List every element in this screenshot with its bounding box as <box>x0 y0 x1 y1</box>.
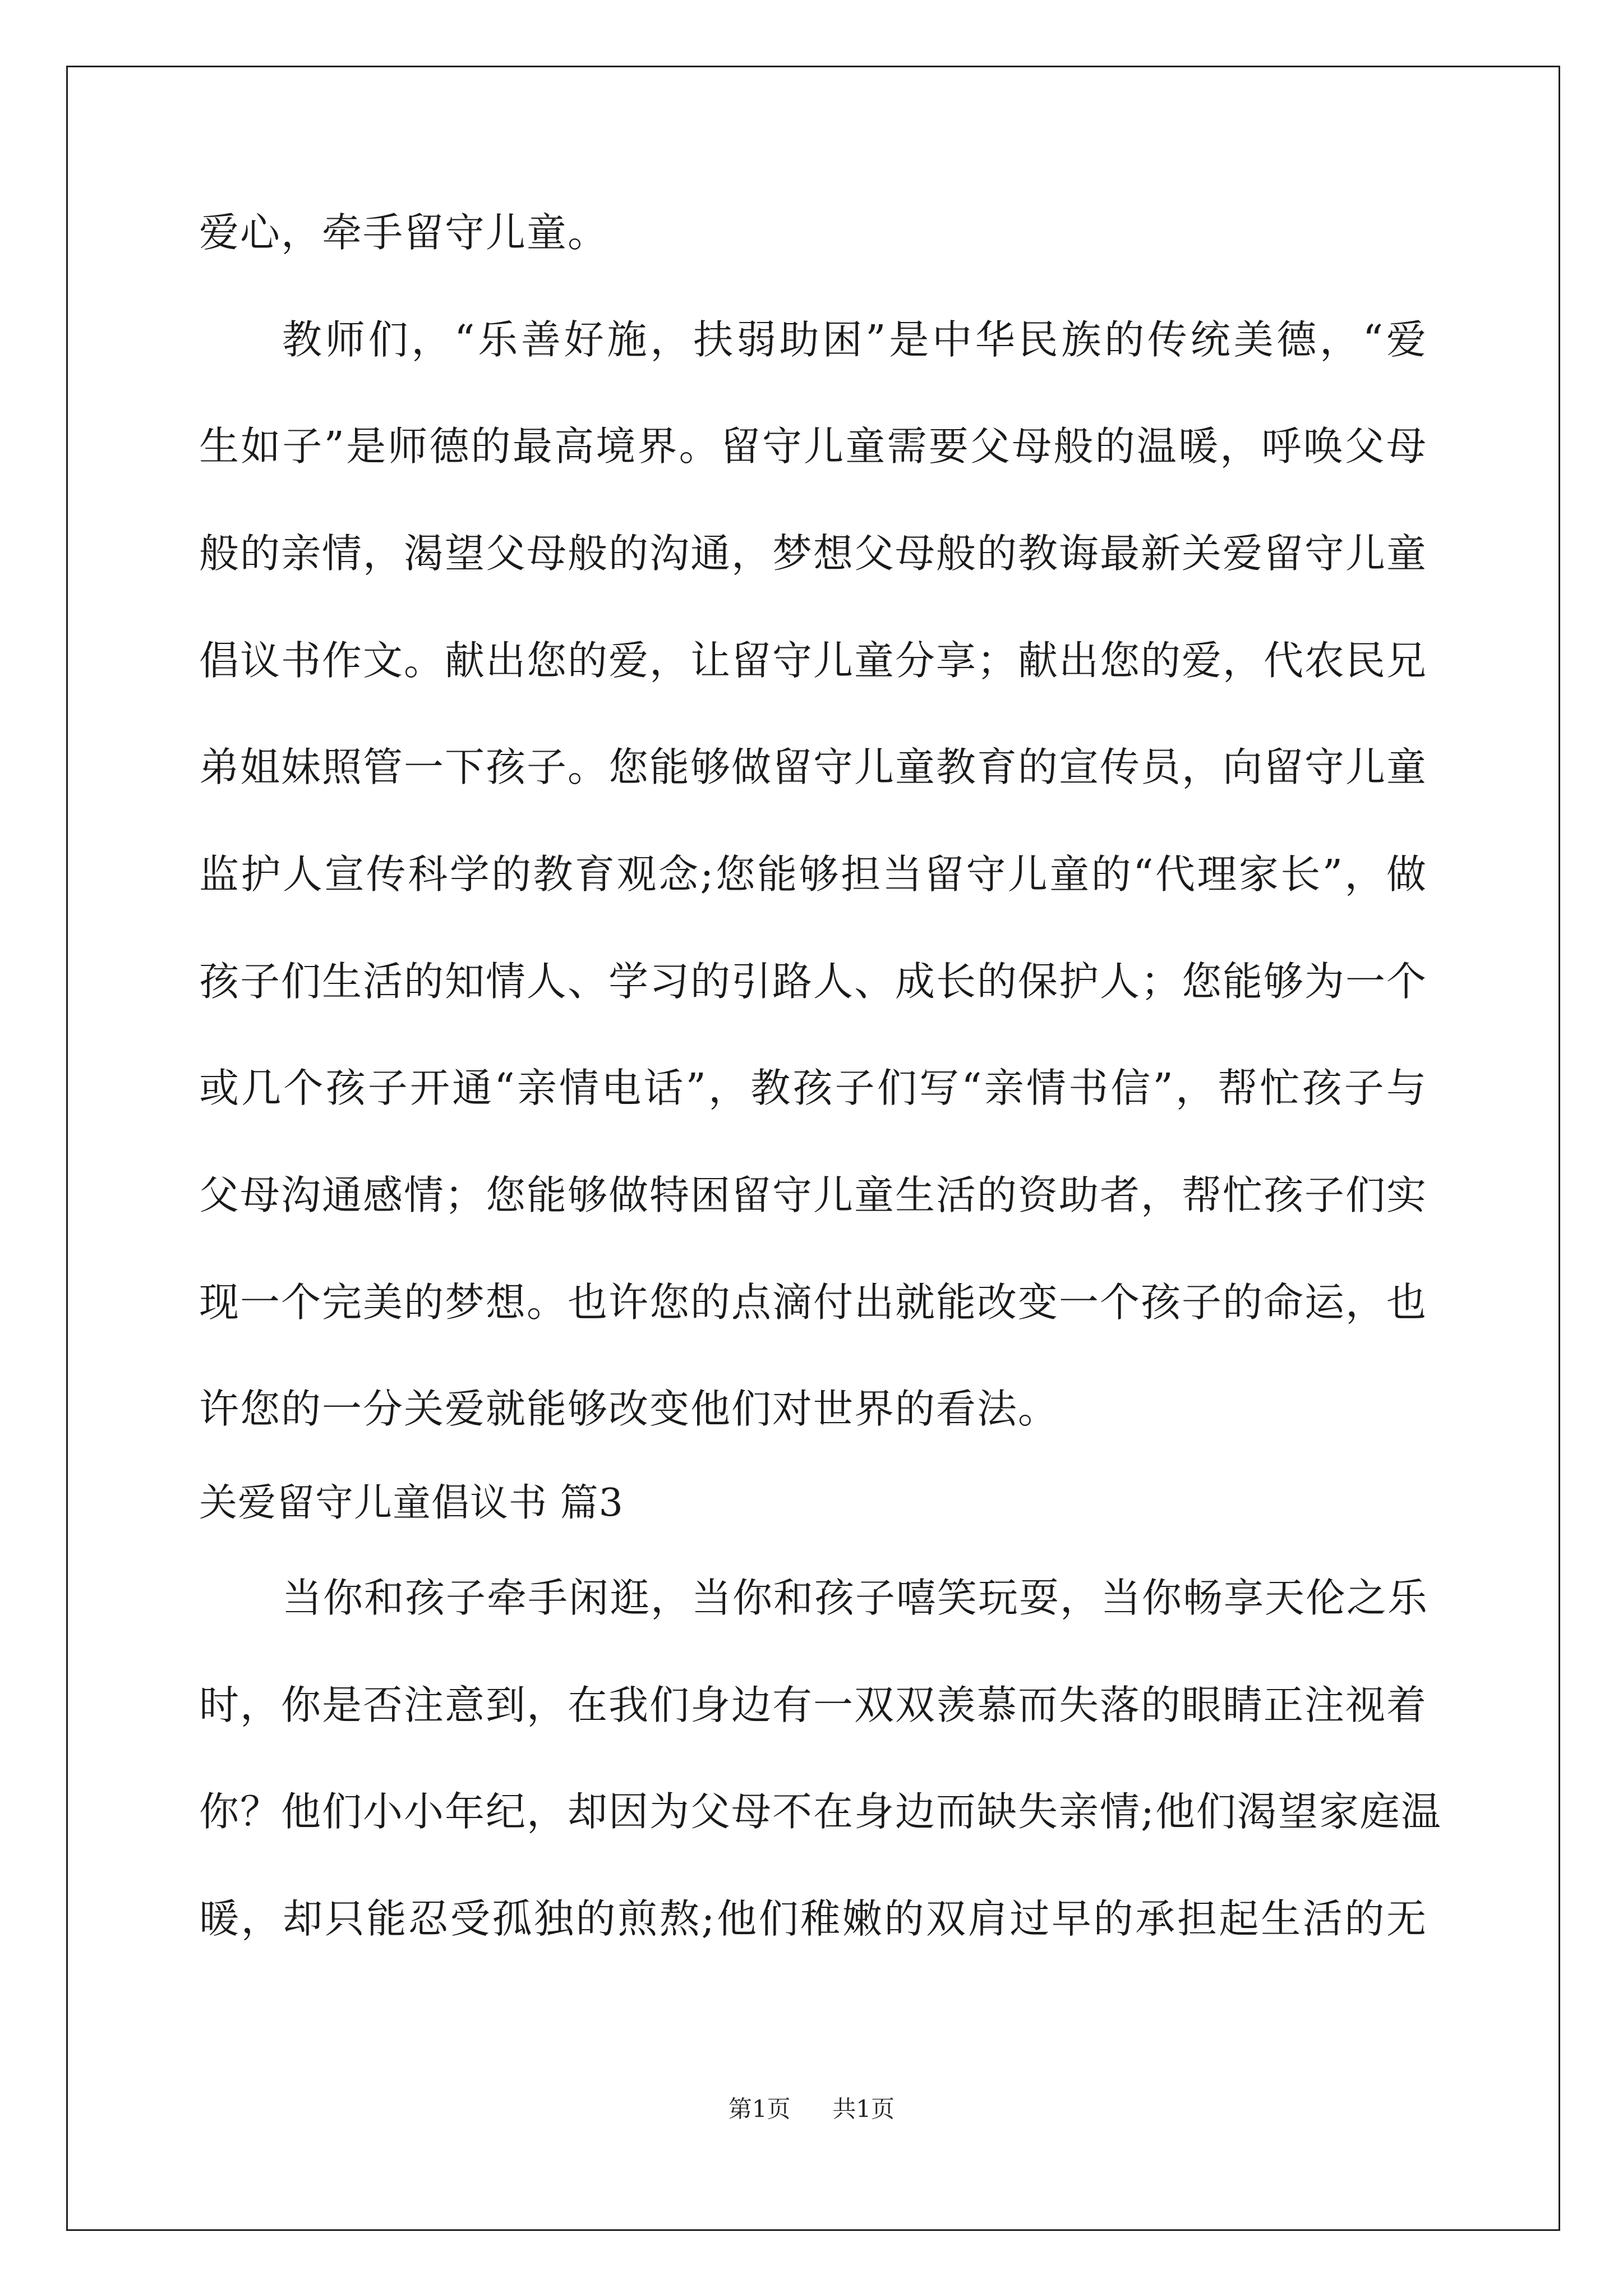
paragraph-line: 当你和孩子牵手闲逛，当你和孩子嘻笑玩耍，当你畅享天伦之乐 <box>282 1575 1429 1621</box>
paragraph-line: 许您的一分关爱就能够改变他们对世界的看法。 <box>199 1386 1059 1432</box>
page-number-current: 第1页 <box>728 2095 791 2123</box>
page-number-total: 共1页 <box>832 2095 895 2123</box>
paragraph-line: 爱心，牵手留守儿童。 <box>199 209 609 256</box>
paragraph-line: 教师们，“乐善好施，扶弱助困”是中华民族的传统美德，“爱 <box>282 316 1427 363</box>
paragraph-line: 你？他们小小年纪，却因为父母不在身边而缺失亲情;他们渴望家庭温 <box>199 1788 1442 1835</box>
paragraph-line: 孩子们生活的知情人、学习的引路人、成长的保护人；您能够为一个 <box>199 958 1428 1005</box>
paragraph-line: 现一个完美的梦想。也许您的点滴付出就能改变一个孩子的命运，也 <box>199 1279 1428 1326</box>
paragraph-line: 时，你是否注意到，在我们身边有一双双羡慕而失落的眼睛正注视着 <box>199 1682 1428 1728</box>
paragraph-line: 父母沟通感情；您能够做特困留守儿童生活的资助者，帮忙孩子们实 <box>199 1172 1428 1218</box>
page-footer <box>0 2092 1623 2126</box>
paragraph-line: 般的亲情，渴望父母般的沟通，梦想父母般的教诲最新关爱留守儿童 <box>199 530 1428 577</box>
section-heading: 关爱留守儿童倡议书 篇3 <box>199 1481 624 1525</box>
paragraph-line: 暖，却只能忍受孤独的煎熬;他们稚嫩的双肩过早的承担起生活的无 <box>199 1895 1427 1942</box>
paragraph-line: 生如子”是师德的最高境界。留守儿童需要父母般的温暖，呼唤父母 <box>199 423 1427 470</box>
paragraph-line: 倡议书作文。献出您的爱，让留守儿童分享；献出您的爱，代农民兄 <box>199 637 1428 684</box>
paragraph-line: 弟姐妹照管一下孩子。您能够做留守儿童教育的宣传员，向留守儿童 <box>199 744 1428 790</box>
paragraph-line: 或几个孩子开通“亲情电话”，教孩子们写“亲情书信”，帮忙孩子与 <box>199 1065 1427 1111</box>
paragraph-line: 监护人宣传科学的教育观念;您能够担当留守儿童的“代理家长”，做 <box>199 851 1427 898</box>
